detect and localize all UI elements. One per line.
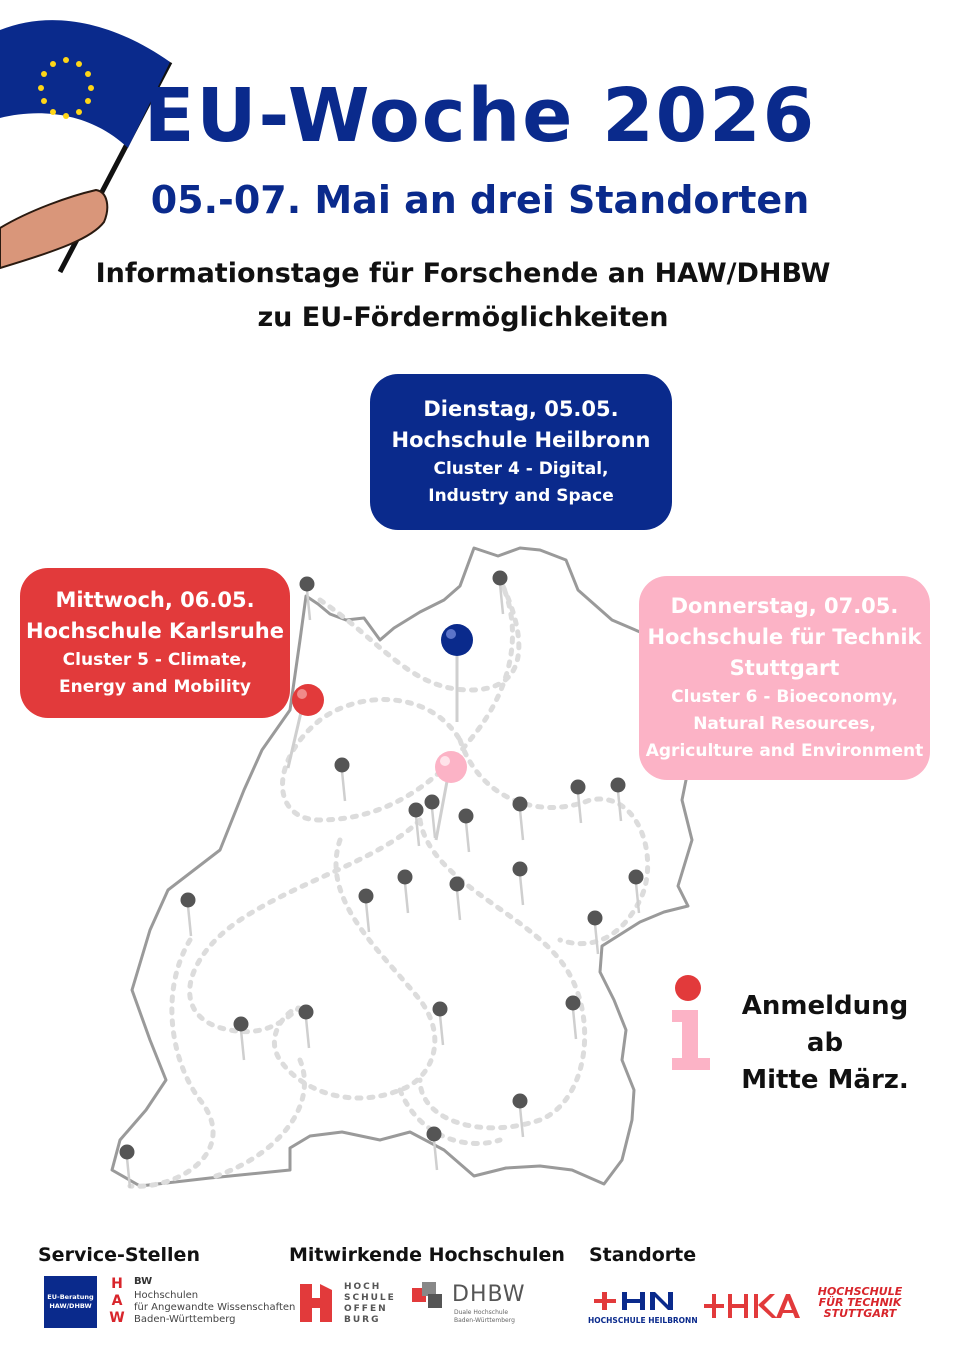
event-day: Donnerstag, 07.05.	[670, 594, 899, 618]
logo-text: für Angewandte Wissenschaften	[134, 1302, 296, 1313]
logo-hochschule-heilbronn	[588, 1288, 698, 1328]
map-pin	[299, 1005, 314, 1049]
dhbw-subtitle	[454, 1309, 515, 1325]
logo-text: Baden-Württemberg	[134, 1314, 236, 1325]
map-pin	[335, 758, 350, 802]
logo-text: STUTTGART	[823, 1307, 897, 1320]
event-card-karlsruhe	[20, 568, 290, 718]
event-cluster: Energy and Mobility	[59, 677, 251, 697]
logo-text: HOCHSCHULE	[817, 1285, 903, 1298]
pin-karlsruhe	[288, 684, 324, 768]
hhn-name: HOCHSCHULE HEILBRONN	[588, 1316, 698, 1325]
logo-hka	[702, 1288, 800, 1322]
logo-letter: H	[111, 1276, 123, 1292]
info-icon	[668, 972, 718, 1072]
event-cluster: Cluster 6 - Bioeconomy,	[671, 687, 898, 707]
event-place: Stuttgart	[729, 656, 840, 680]
offenburg-name	[344, 1282, 396, 1326]
footer-heading-service: Service-Stellen	[38, 1244, 200, 1266]
event-cluster: Industry and Space	[428, 486, 614, 506]
hhn-mark-icon	[588, 1288, 690, 1314]
offenburg-mark-icon	[296, 1282, 336, 1324]
map-pin	[300, 577, 315, 621]
map-pin	[588, 911, 603, 955]
logo-text: FÜR TECHNIK	[818, 1296, 902, 1309]
haw-letters	[108, 1276, 126, 1327]
footer-heading-partners: Mitwirkende Hochschulen	[289, 1244, 565, 1266]
map-pin	[450, 877, 465, 921]
map-pin	[398, 870, 413, 914]
registration-line: Anmeldung ab	[741, 991, 909, 1058]
logo-text: Duale Hochschule	[454, 1309, 509, 1316]
haw-name	[134, 1290, 295, 1326]
map-pin	[566, 996, 581, 1040]
registration-note	[720, 988, 930, 1099]
event-card-heilbronn	[370, 374, 672, 530]
logo-dhbw	[410, 1280, 526, 1324]
logo-text: SCHULE	[344, 1293, 396, 1303]
map-pin	[181, 893, 196, 937]
logo-hochschule-offenburg	[296, 1282, 396, 1326]
pin-heilbronn	[441, 624, 473, 722]
map-pin	[359, 889, 374, 933]
logo-letter: W	[109, 1310, 125, 1326]
event-cluster: Cluster 5 - Climate,	[62, 650, 248, 670]
map-pin	[513, 862, 528, 906]
event-day: Dienstag, 05.05.	[423, 397, 619, 421]
logo-haw-bw	[108, 1276, 296, 1332]
logo-letter: A	[111, 1293, 123, 1309]
pin-stuttgart	[435, 751, 467, 840]
event-place: Hochschule für Technik	[647, 625, 922, 649]
logo-hft-stuttgart	[814, 1286, 906, 1320]
hka-mark-icon	[702, 1288, 800, 1322]
map-pin	[513, 1094, 528, 1138]
event-place: Hochschule Heilbronn	[391, 428, 651, 452]
event-card-stuttgart	[639, 576, 930, 780]
logo-text: Hochschulen	[134, 1290, 199, 1301]
intro-line: zu EU-Fördermöglichkeiten	[257, 302, 669, 333]
dhbw-name: DHBW	[452, 1282, 526, 1307]
haw-bw-label: BW	[134, 1276, 153, 1287]
page-title: EU-Woche 2026	[143, 73, 817, 159]
event-day: Mittwoch, 06.05.	[55, 588, 255, 612]
map-pin	[459, 809, 474, 853]
intro-line: Informationstage für Forschende an HAW/DHBW	[95, 258, 831, 289]
logo-eu-beratung	[44, 1276, 97, 1328]
page-subtitle: 05.-07. Mai an drei Standorten	[150, 178, 810, 222]
event-cluster: Agriculture and Environment	[645, 741, 924, 761]
event-place: Hochschule Karlsruhe	[26, 619, 284, 643]
logo-text: HAW/DHBW	[49, 1302, 92, 1310]
logo-text: Baden-Württemberg	[454, 1317, 515, 1324]
registration-line: Mitte März.	[741, 1065, 909, 1095]
logo-text: BURG	[344, 1315, 381, 1325]
dhbw-mark-icon	[410, 1280, 448, 1314]
map-pin	[234, 1017, 249, 1061]
logo-text: HOCH	[344, 1282, 382, 1292]
event-cluster: Natural Resources,	[693, 714, 876, 734]
map-pin	[513, 797, 528, 841]
event-cluster: Cluster 4 - Digital,	[433, 459, 609, 479]
footer-heading-locations: Standorte	[589, 1244, 697, 1266]
logo-text: EU-Beratung	[47, 1293, 94, 1301]
logo-text: OFFEN	[344, 1304, 388, 1314]
